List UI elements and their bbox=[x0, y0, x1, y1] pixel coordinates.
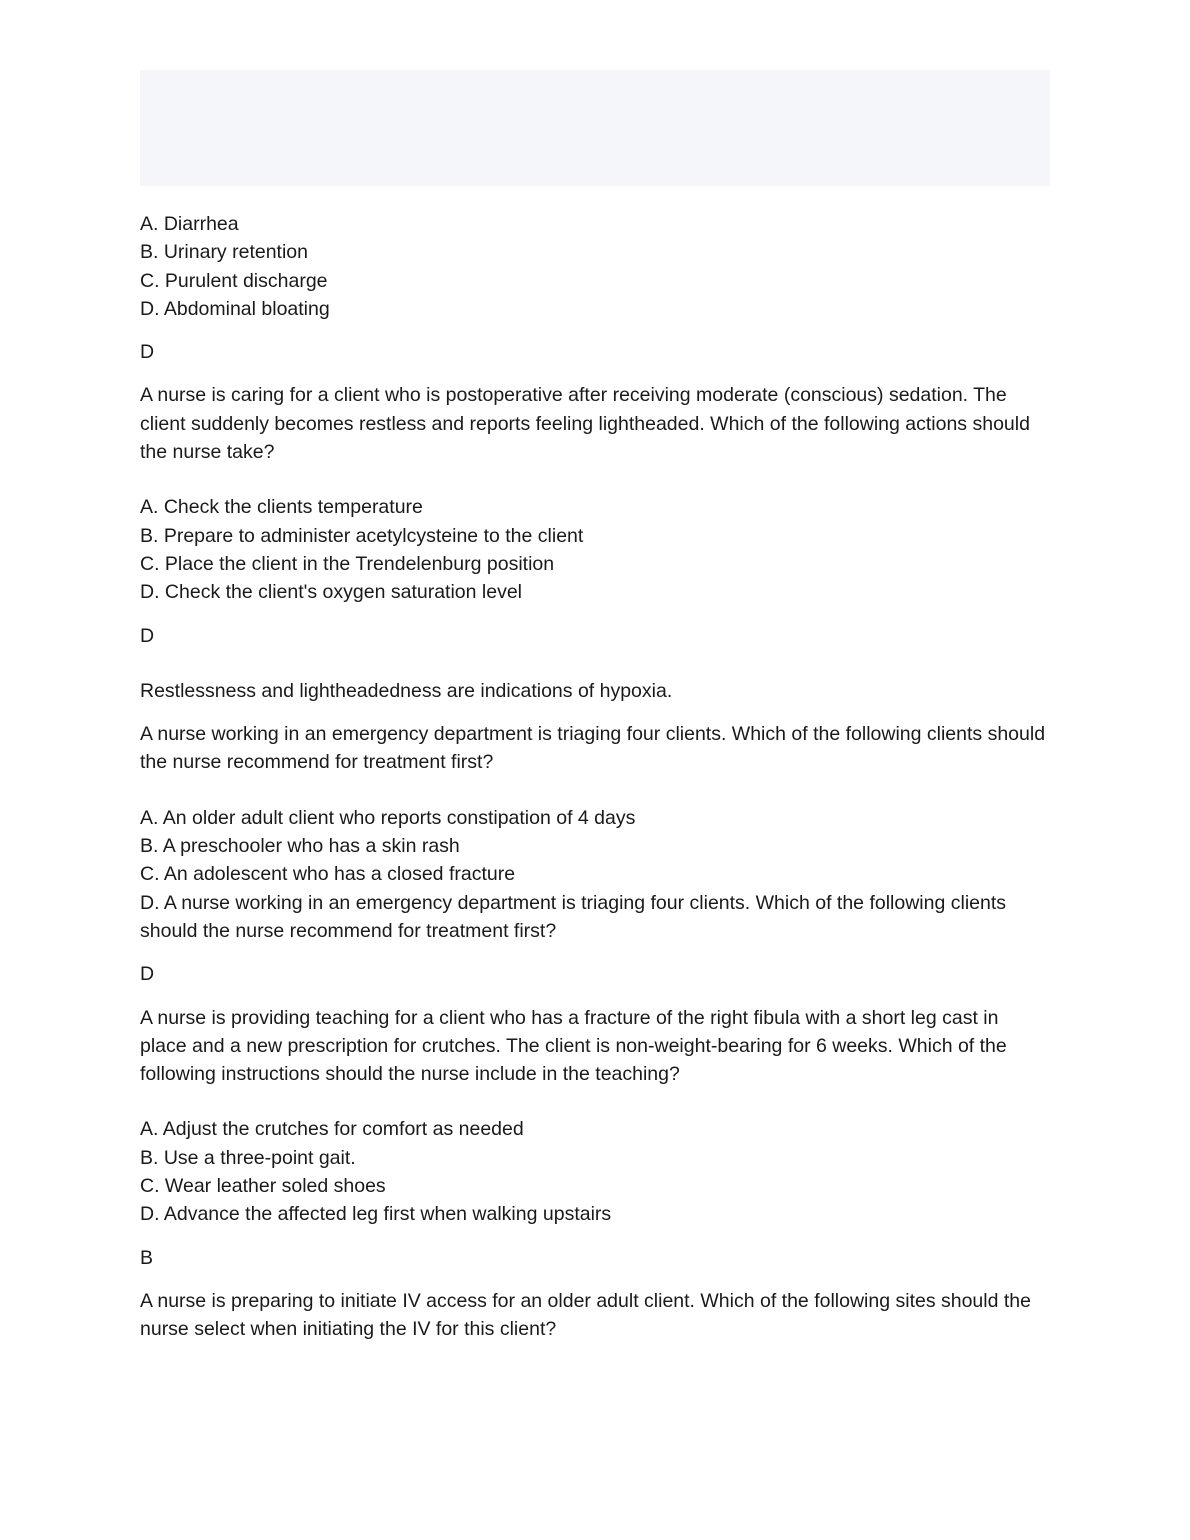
option-c: C. An adolescent who has a closed fracture bbox=[140, 863, 516, 886]
option-a: A. Diarrhea bbox=[140, 213, 239, 235]
option-b: B. Prepare to administer acetylcysteine to the client bbox=[140, 524, 584, 547]
question-4: A nurse is providing teaching for a client who has a fracture of the right fibula with a short leg cast in place and a new prescription for crutches. The client is non-weight-bearing for 6 weeks. Which of the following instructions should the nurse include in the teaching? bbox=[140, 1006, 1007, 1086]
option-c: C. Purulent discharge bbox=[140, 269, 328, 292]
option-d: D. Advance the affected leg first when walking upstairs bbox=[140, 1203, 612, 1226]
document-content bbox=[140, 210, 1050, 1344]
answer-2: D bbox=[140, 624, 155, 647]
option-b: B. Urinary retention bbox=[140, 241, 308, 264]
option-d: D. Abdominal bloating bbox=[140, 297, 330, 320]
options-list-3 bbox=[140, 804, 1050, 945]
question-3: A nurse working in an emergency department is triaging four clients. Which of the following clients should the nurse recommend for treatment first? bbox=[140, 723, 1046, 774]
options-list-4 bbox=[140, 1115, 1050, 1228]
option-a: A. Adjust the crutches for comfort as needed bbox=[140, 1118, 524, 1141]
option-b: B. A preschooler who has a skin rash bbox=[140, 835, 460, 858]
header-banner bbox=[140, 70, 1050, 186]
options-list-1 bbox=[140, 210, 1050, 323]
option-a: A. An older adult client who reports constipation of 4 days bbox=[140, 806, 636, 829]
answer-4: B bbox=[140, 1246, 154, 1269]
option-b: B. Use a three-point gait. bbox=[140, 1146, 356, 1169]
question-5: A nurse is preparing to initiate IV access for an older adult client. Which of the following sites should the nurse select when initiating the IV for this client? bbox=[140, 1289, 1031, 1341]
option-a: A. Check the clients temperature bbox=[140, 496, 423, 519]
option-c: C. Wear leather soled shoes bbox=[140, 1175, 386, 1198]
option-d: D. A nurse working in an emergency department is triaging four clients. Which of the following clients should the nurse recommend for treatment first? bbox=[140, 891, 1007, 942]
answer-1: D bbox=[140, 341, 155, 364]
answer-3: D bbox=[140, 963, 155, 986]
option-c: C. Place the client in the Trendelenburg position bbox=[140, 552, 555, 575]
options-list-2 bbox=[140, 493, 1050, 606]
rationale-2: Restlessness and lightheadedness are indications of hypoxia. bbox=[140, 679, 673, 702]
option-d: D. Check the client's oxygen saturation level bbox=[140, 581, 523, 604]
question-2: A nurse is caring for a client who is postoperative after receiving moderate (conscious) sedation. The client suddenly becomes restless and reports feeling lightheaded. Which of the following actions should the nurse take? bbox=[140, 384, 1030, 464]
